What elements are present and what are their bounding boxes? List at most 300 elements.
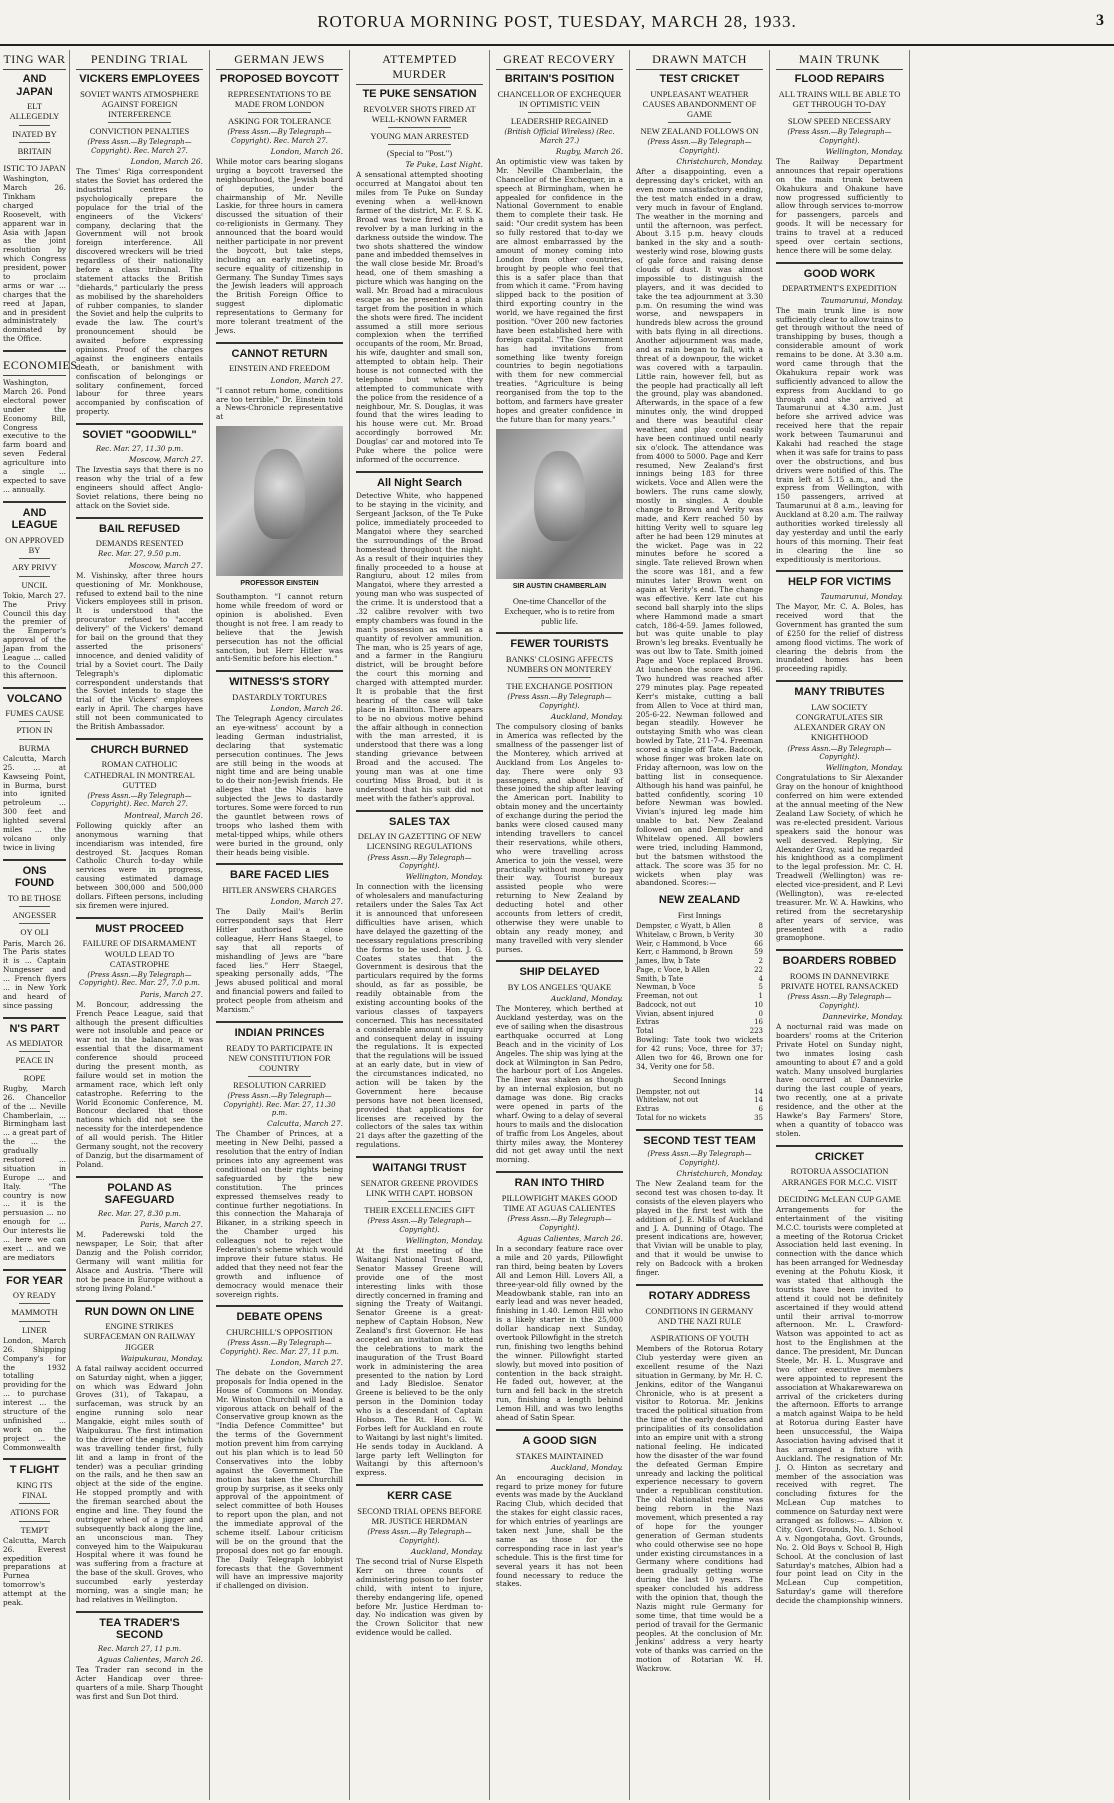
article-body: The Railway Department announces that repair operations on the main trunk between Okahukura and Ohakune have now progressed sufficiently to allow through services to-morrow for passengers, parcels and goods. It will be necessary for trains to travel at a reduced speed over certain sections, hence there will be some delay. — [776, 156, 903, 255]
article-body: A fatal railway accident occurred on Saturday night, when a jigger, on which was Edward John Groves (31), of Takapau, a surfaceman, was struck by an engine running solo near Mangakie, eight miles south of Waipukurau. The first intimation to the driver of the engine (which was travelling tender first, fully lit and a lamp in front of the tender) was a peculiar grinding on the rails, and he then saw an object at the side of the engine. He stopped promptly and with the fireman searched about the engine and line. They found the outrigger wheel of a jigger and subsequently back along the line, an unconscious man. They conveyed him to the Waipukurau Hospital where it was found he was suffering from a fracture at the base of the skull. Groves, who succumbed early yesterday morning, was a single man; he had relatives in Wellington. — [76, 1363, 203, 1604]
column-4 — [490, 50, 630, 1800]
subheading-rule — [19, 1069, 51, 1070]
subheading-rule — [19, 576, 51, 577]
article-headline: PROPOSED BOYCOTT — [219, 73, 340, 85]
section-divider — [3, 859, 66, 861]
article-dateline: London, March 27. — [270, 1358, 343, 1367]
article — [356, 810, 483, 1151]
section-divider — [76, 1176, 203, 1178]
article-dateline: London, March 27. — [270, 375, 343, 385]
column-0 — [0, 50, 78, 1800]
article-byline: (Press Assn.—By Telegraph—Copyright). Rec. Mar. 27, 7.0 p.m. — [78, 970, 200, 988]
section-divider — [776, 949, 903, 951]
article-body: At the first meeting of the Waitangi National Trust Board, Senator Massey Greene will provide one of the most interesting links with those directly concerned in framing and signing the Treaty of Waitangi. Senator Greene is a great-nephew of Captain Hobson, New Zealand's first Governor. He has accepted an invitation to attend the celebrations to mark the inauguration of the Trust Board work in administering the area presented to the nation by Lord and Lady Bledisloe. Senator Greene is believed to be the only person in the Dominion today who is a descendant of Captain Hobson. The Rt. Hon. G. W. Forbes left for Auckland en route to Waitangi by last night's limited. He sends today in Auckland. A large party left Wellington for Waitangi by this afternoon's express. — [356, 1246, 483, 1478]
article-subheading: CHANCELLOR OF EXCHEQUER IN OPTIMISTIC VEIN — [497, 88, 622, 109]
article-body: Detective White, who happened to be staying in the vicinity, and Sergeant Jackson, of the Te Puke police, immediately proceeded to Mangatoi where they searched the surroundings of the Broad homestead throughout the night. As a result of their inquiries they finally proceeded to a house at Rangiuru, about 12 miles from Mangatoi, where they arrested a young man who was suspected of the crime. It is understood that a .32 calibre revolver with two empty chambers was found in the man's possession as well as a quantity of revolver ammunition. The man, who is 25 years of age, and a farmer in the Rangiuru district, will be brought before the court this morning and charged with attempted murder. It is probable that the first hearing of the case will take place in Hamilton. There appears to be no obvious motive behind the affair although in connection with the man arrested, it is understood that there was a long standing grievance between Broad and the accused. The young man was at one time courting Miss Broad, but it is understood that his suit did not meet with the father's approval. — [356, 491, 483, 803]
article-subheading: ELT ALLEGEDLY — [9, 101, 60, 122]
batsman: Freeman, not out — [636, 992, 698, 1001]
article-kicker: ATTEMPTED MURDER — [356, 50, 483, 85]
subheading-rule — [668, 122, 732, 123]
article — [776, 570, 903, 674]
article — [3, 350, 78, 495]
article — [3, 1269, 66, 1453]
photo-caption: PROFESSOR EINSTEIN — [240, 580, 319, 588]
subheading-rule — [808, 112, 872, 113]
article-body: In connection with the licensing of wholesalers and manufacturing retailers under the Sales Tax Act it is announced that unforeseen difficulties have arisen, which have delayed the gazetting of the necessary regulations prescribing the forms to be used. Hon. J. G. Coates states that the Government is desirous that the particulars required by the forms should, as far as possible, be readily obtainable from the existing accounting books of the various classes of taxpayers concerned. This has necessitated a considerable amount of inquiry and consequent delay in issuing the regulations. It is expected that the regulations will be issued at an early date, but in view of the circumstances indicated, no action will be taken by the Government here because persons have not been licensed, provided that applications for licenses are received by the collectors of the sales tax within 21 days after the gazetting of the regulations. — [356, 882, 483, 1150]
article — [216, 50, 343, 336]
article — [496, 1429, 623, 1589]
batsman: Vivian, absent injured — [636, 1009, 714, 1018]
article-subheading: DEMANDS RESENTED — [95, 538, 184, 549]
article-headline: WITNESS'S STORY — [229, 676, 330, 689]
total-runs: 223 — [749, 1027, 763, 1036]
article-body: An encouraging decision in regard to prize money for future events was made by the Auckland Racing Club, which decided that the stakes for eight classic races, for which entries of yearlings are taken next June, shall be the same as those for the corresponding race in last year's schedule. This is the first time for several years it has not been found necessary to reduce the stakes. — [496, 1472, 623, 1589]
article-dateline: London, March 27. — [270, 897, 343, 907]
article-body: "I cannot return home, conditions are too terrible," Dr. Einstein told a News-Chronicle representative at — [216, 385, 343, 422]
article-subheading: ASPIRATIONS OF YOUTH — [650, 1332, 749, 1343]
article-dateline: Taumarunui, Monday. — [820, 592, 903, 602]
article-byline: Rec. Mar. 27, 8.30 p.m. — [98, 1209, 181, 1218]
article-byline: (Press Assn.—By Telegraph—Copyright). Rec. March 27. — [87, 792, 192, 809]
article — [216, 593, 343, 664]
article-byline: (Press Assn.—By Telegraph—Copyright). — [367, 1528, 472, 1545]
article-body: The Izvestia says that there is no reason why the trial of a few engineers should affect Anglo-Soviet relations, there being no attack on the Soviet side. — [76, 465, 203, 510]
article-body: Arrangements for the entertainment of the visiting M.C.C. tourists were completed at a meeting of the Rotorua Cricket Association held last evening. In connection with the dance which has been arranged for Wednesday evening at the Pohutu Kiosk, it was stated that although the tourists have been invited to attend it could not be definitely ascertained if they would attend until their arrival to-morrow afternoon. Mr. L. Crawford-Watson was appointed to act as host to the Englishmen at the dance. The president, Mr. Duncan Steele, Mr. H. L. Musgrave and two other executive members were appointed to represent the association at Whakarewarewa on arrival of the cricketers during the afternoon. Efforts to arrange a match against Waipa to be held at Rotorua during Easter have been unsuccessful, the Waipa Association having advised that it has arranged a fixture with Auckland. The resignation of Mr. J. O. Hinton as secretary and member of the association was received with regret. The concluding fixtures for the McLean Cup matches to commence on Saturday next were arranged as follows:— Albion v. City, Govt. Grounds, No. 1. School A v. Ngongotaha, Govt. Grounds, No. 2. Old Boys v. School B, High School. At the conclusion of last Saturday's matches, Albion had a four point lead on City in the McLean Cup competition, Saturday's game will therefore decide the championship winners. — [776, 1204, 903, 1606]
article-body: A sensational attempted shooting occurred at Mangatoi about ten miles from Te Puke on Sunday evening when a well-known farmer of the district, Mr. F. S. K. Broad was twice fired at with a revolver by a man lurking in the darkness outside the window. The two shots shattered the window pane and imbedded themselves in the wall close beside Mr. Broad's head, one of them smashing a picture which was hanging on the wall. Mr. Broad had a miraculous escape as he presented a plain target from the position in which the shots were fired. The incident assumed a still more serious complexion when the terrified occupants of the room, Mr. Broad, his wife, daughter and small son, attempted to obtain help. Their house is not connected with the telephone but when they attempted to communicate with the police from the residence of a neighbour, Mr. S. Douglas, it was found that the wires leading to his house were cut. Mr. Broad accordingly borrowed Mr. Douglas' car and motored into Te Puke where the police were informed of the occurrence. — [356, 170, 483, 464]
article-subheading: TEMPT — [20, 1524, 49, 1535]
batsman: Extras — [636, 1105, 659, 1114]
article-byline: (Press Assn.—By Telegraph—Copyright). Rec. March 27. — [87, 138, 192, 155]
batsman: Extras — [636, 1018, 659, 1027]
article-subheading: YOUNG MAN ARRESTED — [370, 131, 469, 142]
article-headline: BRITAIN'S POSITION — [504, 73, 615, 85]
total-runs: 35 — [754, 1113, 763, 1122]
article-dateline: Calcutta, March 27. — [267, 1119, 343, 1129]
article-headline: SOVIET "GOODWILL" — [82, 429, 197, 442]
article — [356, 1484, 483, 1638]
section-divider — [3, 1458, 66, 1460]
batsman: Badcock, not out — [636, 1000, 696, 1009]
section-divider — [216, 863, 343, 865]
section-divider — [216, 342, 343, 344]
scorecard-innings: First Innings — [677, 909, 722, 920]
article-subheading: REVOLVER SHOTS FIRED AT WELL-KNOWN FARMER — [363, 103, 476, 124]
article-body: A nocturnal raid was made on boarders' rooms at the Criterion Private Hotel on Sunday night, two inmates losing cash amounting to about £7 and a gold watch. Many unsolved burglaries have occurred at Dannevirke during the last couple of years, two recently, one at a private residence, and the other at the Hawke's Bay Farmers' Store, when a quantity of tobacco was stolen. — [776, 1022, 903, 1138]
portrait-face — [534, 451, 585, 541]
article-dateline: Montreal, March 26. — [124, 810, 203, 820]
article-subheading: CHURCHILL'S OPPOSITION — [226, 1327, 333, 1338]
article-headline: All Night Search — [377, 476, 462, 489]
article-headline: N'S PART — [9, 1022, 60, 1035]
article-dateline: Wellington, Monday. — [825, 763, 903, 773]
runs: 2 — [758, 957, 763, 966]
scorecard-row — [636, 1105, 763, 1114]
subheading-rule — [19, 923, 51, 924]
article-body: The New Zealand team for the second test was chosen to-day. It consists of the eleven players who played in the first test with the addition of J. E. Mills of Auckland and J. A. Dunning of Otago. The present indications are, however, that Vivian will be unable to play, and that it would be unwise to rely on Badcock with a broken finger. — [636, 1179, 763, 1277]
section-divider — [356, 1484, 483, 1486]
article-headline: BOARDERS ROBBED — [782, 955, 897, 968]
section-divider — [636, 1129, 763, 1131]
article-dateline: Auckland, Monday. — [550, 994, 623, 1004]
article-subheading: SECOND TRIAL OPENS BEFORE MR. JUSTICE HERDMAN — [357, 1505, 482, 1527]
article-headline: RUN DOWN ON LINE — [84, 1305, 195, 1318]
article-headline: TEST CRICKET — [659, 73, 740, 85]
article-byline: (Press Assn.—By Telegraph—Copyright). Rec. March 27. — [227, 128, 332, 145]
article — [216, 342, 343, 587]
section-divider — [76, 738, 203, 740]
runs: 66 — [754, 939, 763, 948]
section-divider — [216, 1021, 343, 1023]
article-subheading: EINSTEIN AND FREEDOM — [228, 363, 331, 374]
article — [356, 471, 483, 804]
article-subheading: ANGESSER — [12, 910, 57, 921]
article-subheading: ALL TRAINS WILL BE ABLE TO GET THROUGH TO-DAY — [778, 88, 901, 109]
article-dateline: Dannevirke, Monday. — [822, 1012, 903, 1022]
scorecard-row — [636, 922, 763, 931]
section-divider — [776, 1145, 903, 1147]
subheading-rule — [108, 122, 172, 123]
photo-caption: SIR AUSTIN CHAMBERLAIN — [512, 582, 607, 590]
article-headline: VICKERS EMPLOYEES — [79, 73, 200, 85]
article-headline: INDIAN PRINCES — [234, 1026, 325, 1039]
column-7 — [910, 50, 1050, 1800]
article-subheading: LEADERSHIP REGAINED — [510, 116, 609, 127]
article-dateline: Auckland, Monday. — [410, 1547, 483, 1557]
section-divider — [3, 1017, 66, 1019]
article-headline: FEWER TOURISTS — [510, 638, 609, 651]
section-divider — [3, 501, 66, 503]
article-subheading: OY OLI — [20, 927, 49, 938]
article-dateline: London, March 26. — [270, 704, 343, 714]
article-body: The Times' Riga correspondent states the Soviet has ordered the industrial centres to psychologically prepare the populace for the trial of the engineers of the Vickers' company, declaring that the Government will not brook foreign interference. All discovered wreckers will be tried regardless of their nationality before a class tribunal. The statement attacks the British "diehards," particularly the press as mobilised by the shareholders of rubber companies, to slander the Soviet and help the culprits to evade the law. The court's pronouncement should be awaited before expressing opinions. Proof of the charges against the engineers entails death, or banishment with confiscation of belongings or solitary confinement, forced labour for three years accompanied by confiscation of property. — [76, 167, 203, 417]
subheading-rule — [248, 1076, 312, 1077]
article-body: The Daily Mail's Berlin correspondent says that Herr Hitler authorised a close colleague, Herr Hans Staegel, to say that all reports of mishandling of Jews are "bare faced lies." Herr Staegel, speaking personally adds, "The Jews abused political and moral and financial powers and failed to protect people from atheism and Marxism." — [216, 907, 343, 1015]
article — [496, 50, 623, 590]
batsman: Whitelaw, not out — [636, 1096, 699, 1105]
portrait-face — [254, 449, 305, 539]
section-divider — [76, 1300, 203, 1302]
article-dateline: Rugby, March 26. — [555, 146, 623, 156]
runs: 30 — [754, 930, 763, 939]
article — [776, 949, 903, 1138]
column-6 — [770, 50, 910, 1800]
scorecard-row — [636, 940, 763, 949]
article — [776, 680, 903, 943]
section-divider — [76, 1611, 203, 1613]
scorecard-row — [636, 1096, 763, 1105]
article-subheading: DELAY IN GAZETTING OF NEW LICENSING REGULATIONS — [357, 831, 482, 852]
scorecard-row — [636, 948, 763, 957]
runs: 22 — [754, 965, 763, 974]
article-subheading: DASTARDLY TORTURES — [232, 691, 327, 702]
article-subheading: PILLOWFIGHT MAKES GOOD TIME AT AGUAS CALIENTES — [501, 1192, 618, 1214]
article-subheading: DECIDING McLEAN CUP GAME — [778, 1193, 901, 1204]
article-byline: (Press Assn.—By Telegraph—Copyright). — [787, 744, 892, 761]
subheading-rule — [808, 1190, 872, 1191]
column-5 — [630, 50, 770, 1800]
article-subheading: ARY PRIVY — [12, 562, 57, 573]
article-headline: HELP FOR VICTIMS — [787, 576, 892, 589]
article-subheading: SLOW SPEED NECESSARY — [787, 116, 892, 127]
batsman: Smith, b Tate — [636, 974, 684, 983]
article-kicker: GREAT RECOVERY — [496, 50, 623, 70]
article — [776, 50, 903, 256]
subheading-rule — [19, 558, 51, 559]
article-byline: (Press Assn.—By Telegraph—Copyright). — [787, 128, 892, 145]
article-body: M. Vishinsky, after three hours questioning of Mr. Monkhouse, refused to extend bail to the nine Vickers employees still in prison. It is understood that the procurator refused to "accept delivery" of the Vickers' demand for bail on the ground that they asserted the prisoners' innocence, and denied validity of trial by a Soviet court. The Daily Telegraph's diplomatic correspondent understands that the Soviet intends to stage the trial of the Vickers' employees early in April. The charges have still not been communicated to the British Ambassador. — [76, 570, 203, 731]
article-kicker: DRAWN MATCH — [636, 50, 763, 70]
article-byline: (Press Assn.—By Telegraph—Copyright). Rec. Mar. 27, 11.30 p.m. — [223, 1092, 336, 1118]
article-dateline: Paris, March 27. — [140, 1220, 203, 1230]
article — [3, 1458, 66, 1608]
article-subheading: AS MEDIATOR — [6, 1038, 63, 1049]
article — [636, 1129, 763, 1278]
article-body: After a disappointing, even a depressing day's cricket, with an even more unsatisfactory ending, the test match ended in a draw, very much in favour of England. The weather in the morning and until the afternoon, was perfect. About 3.15 p.m. heavy clouds banked in the sky and a south-westerly wind rose, blowing gusts of gale force and raising dense clouds of dust. It was almost impossible to distinguish the players, and it was decided to take the tea adjournment at 3.30 p.m. On resuming the wind was worse, and newspapers in hundreds blew across the ground with bats flying in all directions. Another adjournment was made, and as rain began to fall, with a threat of a downpour, the wicket was covered with a tarpaulin. Little rain, however fell, but as the people had practically all left the ground, play was abandoned. Afterwards, in the space of a few minutes only, the wind dropped and there was beautiful clear weather, and play could easily have been continued until nearly six o'clock. The attendance was from 4000 to 5000. Page and Kerr resumed, New Zealand's first innings being 183 for three wickets. Voce and Allen were the bowlers. The runs came slowly, mostly in singles. A double change to Brown and Verity was made, and Kerr reached 50 by hitting Verity well to square leg after he had been 129 minutes at the wicket. Page was in 22 minutes before he scored a single. Tate relieved Brown when the score was 181, and a few minutes later Brown went on again at Verity's end. The change was effective. Kerr late cut his second ball sharply into the slips where Hammond made a smart catch, 186-4-59. James followed, but was quite unable to play Brown's leg breaks. Eventually he was out lbw to Tate. Smith joined Page and Voce replaced Brown. At luncheon the score was 196. Two hundred was reached after 279 minutes play. Page repeated Kerr's mistake, cutting a ball from Allen to Voce at third man, 205-6-22. Newman followed and began steadily. However he outstaying Smith who was clean bowled by Tate, 211-7-4. Freeman scored a single off Tate. Badcock, whose finger was broken late on Friday afternoon, was low on the batting list in consequence. Although his hand was painful, he batted confidently, scoring 10 before Newman was bowled. Vivian's injured leg made him unable to bat. New Zealand followed on and Dempster and Whitelaw opened. All bowlers were tried, including Hammond, but the batsmen withstood the attack. The score was 35 for no wickets when play was abandoned. Scores:— — [636, 167, 763, 888]
article-subheading: (Special to "Post.") — [386, 148, 453, 159]
article-headline: KERR CASE — [387, 1490, 452, 1503]
portrait-photo — [496, 429, 623, 579]
section-divider — [776, 680, 903, 682]
article-headline: CRICKET — [815, 1150, 864, 1163]
runs: 0 — [758, 1009, 763, 1018]
article-subheading: ISTIC TO JAPAN — [3, 163, 66, 174]
article — [76, 517, 203, 732]
article-body: Calcutta, March 26. Everest expedition preparations at Purnea tomorrow's attempt at the peak. — [3, 1535, 66, 1608]
section-divider — [776, 262, 903, 264]
article-body: Members of the Rotorua Rotary Club yesterday were given an excellent resume of the Nazi situation in Germany, by Mr. H. C. Jenkins, editor of the Wanganui Chronicle, who is at present a visitor to Rotorua. Mr. Jenkins traced the political situation from the time of the early decades and principalities of its consolidation into an empire unit with a strong national feeling. He indicated how the disaster of the war found the defeated German Empire unready and lacking the political experience necessary to govern under a republican constitution. The old Nationalist regime was being reborn in the Nazi movement, which presented a ray of hope for the younger generation of German students who could otherwise see no hope under existing circumstances in a Germany where conditions had been gradually getting worse during the last 10 years. The speaker concluded his address with the opinion that, though the Nazis might rule Germany for some time, that time would be a period of travail for the Germanic peoples. At the conclusion of Mr. Jenkins' address a very hearty vote of thanks was carried on the motion of Rotarian W. H. Wackrow. — [636, 1344, 763, 1674]
article-byline: (Press Assn.—By Telegraph—Copyright). — [507, 693, 612, 710]
batsman: Newman, b Voce — [636, 983, 696, 992]
batsman: Dempster, not out — [636, 1087, 700, 1096]
article-dateline: Christchurch, Monday. — [676, 157, 763, 167]
article-body: The Monterey, which berthed at Auckland yesterday, was on the eve of sailing when the disastrous earthquake occurred at Long Beach and in the vicinity of Los Angeles. The ship was lying at the dock at Wilmington in San Pedro, the harbour port of Los Angeles. The liner was shaken as though by an internal explosion, but no damage was done. Big cracks were opened in parts of the wharf. Owing to a delay of several hours to mails and the dislocation of traffic from Los Angeles, about thirty miles away, the Monterey did not get away until the next morning. — [496, 1004, 623, 1165]
subheading-rule — [19, 1321, 51, 1322]
subheading-rule — [388, 144, 452, 145]
article — [216, 670, 343, 857]
section-divider — [216, 1305, 343, 1307]
article-headline: FLOOD REPAIRS — [794, 73, 885, 85]
article-body: The Telegraph Agency circulates an eye-witness' account by a leading German industrialist, declaring that systematic persecution continues. The Jews are still being in the woods at night time and are being unable to do their non-Jewish friends. He alleges that the Nazis have subjected the Jews to dastardly tortures. Some were forced to run the gauntlet between rows of troops who lashed them with metal-tipped whips, while others were buried in the ground, only their heads being visible. — [216, 714, 343, 857]
scorecard-total — [636, 1114, 763, 1123]
article-byline: (Press Assn.—By Telegraph—Copyright). — [647, 1150, 752, 1167]
section-divider — [356, 471, 483, 473]
article-subheading: ROTORUA ASSOCIATION ARRANGES FOR M.C.C. VISIT — [781, 1166, 898, 1187]
column-3 — [350, 50, 490, 1800]
article — [3, 859, 66, 1011]
photo-subcaption: One-time Chancellor of the Exchequer, who is to retire from public life. — [504, 595, 615, 627]
section-divider — [776, 570, 903, 572]
article-headline: MUST PROCEED — [95, 922, 184, 935]
article — [776, 262, 903, 565]
article-subheading: ENGINE STRIKES SURFACEMAN ON RAILWAY JIGGER — [83, 1321, 196, 1352]
scorecard-title: NEW ZEALAND — [658, 894, 741, 907]
article-body: Southampton. "I cannot return home while freedom of word or opinion is abolished. Even thought is not free. I am ready to believe that the Jewish persecution has not the official sanction, but Herr Hitler was anti-Semitic before his election." — [216, 592, 343, 664]
article-headline: SHIP DELAYED — [519, 966, 600, 979]
article-subheading: DEPARTMENT'S EXPEDITION — [782, 283, 897, 294]
article-body: London, March 26. Shipping Company's for the 1932 totalling providing for the ... to purchase interest ... the structure of the unfinished ... work on the project ... the Commonwealth — [3, 1335, 66, 1452]
subheading-rule — [388, 127, 452, 128]
article-subheading: MAMMOTH — [11, 1307, 58, 1318]
article — [356, 50, 483, 465]
masthead — [0, 0, 1114, 46]
batsman: James, lbw, b Tate — [636, 957, 701, 966]
article-body: The Mayor, Mr. C. A. Boles, has received word that the Government has granted the sum of £250 for the relief of distress among flood victims. The work of clearing the debris from the inundated homes has been proceeding rapidly. — [776, 602, 903, 674]
runs: 16 — [754, 1018, 763, 1027]
article-headline: WAITANGI TRUST — [372, 1162, 467, 1175]
article — [3, 501, 66, 681]
section-divider — [496, 632, 623, 634]
batsman: Weir, c Hammond, b Voce — [636, 939, 727, 948]
article-headline: BARE FACED LIES — [229, 869, 329, 882]
article-body: Washington, March 26. Pond electoral power under the Economy Bill, Congress executive to the farm board and seven Federal agriculture into a single ... expected to save ... annually. — [3, 378, 66, 494]
article-byline: (Press Assn.—By Telegraph—Copyright). Rec. Mar. 27, 11 p.m. — [220, 1339, 339, 1356]
article — [496, 1171, 623, 1423]
article-subheading: KING ITS FINAL — [16, 1480, 53, 1501]
article — [76, 1176, 203, 1294]
batsman: Whitelaw, c Brown, b Verity — [636, 930, 735, 939]
column-1 — [70, 50, 210, 1800]
runs: 10 — [754, 1000, 763, 1009]
article-headline: AND JAPAN — [16, 73, 53, 98]
article-body: The Chamber of Princes, at a meeting in New Delhi, passed a resolution that the entry of Indian princes into any agreement was conditional on their rights being safeguarded by the new constitution. The princes expressed themselves ready to continue further negotiations. In this connection the Maharaja of Bikaner, in a striking speech in the Chamber urged his colleagues not to reject the Federation's scheme which would improve their future status. He added that they need not fear the growth and influence of democracy would menace their sovereign rights. — [216, 1129, 343, 1299]
subheading-rule — [528, 677, 592, 678]
article-kicker: TING WAR — [3, 50, 66, 70]
section-divider — [356, 810, 483, 812]
scorecard-row — [636, 1088, 763, 1097]
article-headline: ROTARY ADDRESS — [648, 1289, 751, 1302]
article-body: Tokio, March 27. The Privy Council this day the premier of the Emperor's approval of the Japan from the League ... called to the Council this afternoon. — [3, 590, 66, 680]
article-byline: (Press Assn.—By Telegraph—Copyright). — [507, 1215, 612, 1232]
subheading-rule — [19, 721, 51, 722]
article-dateline: Te Puke, Last Night. — [405, 160, 483, 170]
article-subheading: PEACE IN — [15, 1055, 54, 1066]
article-dateline: Taumarunui, Monday. — [820, 295, 903, 305]
article-dateline: Paris, March 27. — [140, 989, 203, 999]
article-byline: Rec. Mar. 27, 9.50 p.m. — [98, 550, 181, 559]
article — [3, 50, 66, 344]
article-headline: CHURCH BURNED — [90, 743, 189, 756]
article-headline: A GOOD SIGN — [522, 1434, 597, 1447]
article-subheading: TO BE THOSE — [7, 892, 62, 903]
article-headline: AND LEAGUE — [11, 506, 58, 532]
scorecard-row — [636, 975, 763, 984]
article-subheading: ATIONS FOR — [10, 1507, 59, 1518]
article-dateline: Christchurch, Monday. — [676, 1169, 763, 1179]
article-headline: CANNOT RETURN — [231, 347, 328, 360]
article-headline: RAN INTO THIRD — [514, 1177, 605, 1190]
article-dateline: Auckland, Monday. — [550, 712, 623, 722]
article-kicker: ECONOMIES — [3, 356, 66, 376]
subheading-rule — [248, 112, 312, 113]
article-subheading: ROPE — [23, 1072, 46, 1083]
article-body: Paris, March 26. The Paris states it is ... Captain Nungesser and ... French flyers ... in New York and heard of since passing — [3, 938, 66, 1010]
scorecard-row — [636, 1010, 763, 1019]
article-subheading: HITLER ANSWERS CHARGES — [222, 885, 337, 896]
article-headline: GOOD WORK — [803, 267, 876, 280]
article-subheading: INATED BY — [12, 128, 57, 139]
article-headline: BAIL REFUSED — [98, 522, 181, 535]
article-subheading: SENATOR GREENE PROVIDES LINK WITH CAPT. HOBSON — [360, 1177, 479, 1198]
article — [76, 1611, 203, 1702]
article — [636, 1284, 763, 1674]
subheading-rule — [528, 112, 592, 113]
article-subheading: CONVICTION PENALTIES — [89, 126, 190, 137]
article-kicker: PENDING TRIAL — [76, 50, 203, 70]
runs: 8 — [758, 922, 763, 931]
scorecard-row — [636, 983, 763, 992]
article-body: The debate on the Government proposals for India opened in the House of Commons on Monday. Mr. Winston Churchill will lead a vigorous attack on behalf of the Conservative group known as the "India Defence Committee" but the terms of the Government motion prevent him from carrying out his plan which is to lead 50 Conservatives into the lobby against the Government. The motion has taken the Churchill group by surprise, as it seeks only approval of the appointment of select committee of both Houses to report upon the plan, and not the immediate approval of the scheme itself. Labour criticism will be on the ground that the proposal does not go far enough. The Daily Telegraph lobbyist forecasts that the Government will have an impressive majority if challenged on division. — [216, 1368, 343, 1591]
article-subheading: THE EXCHANGE POSITION — [506, 681, 613, 692]
scorecard-row — [636, 1001, 763, 1010]
section-divider — [216, 670, 343, 672]
article-subheading: BY LOS ANGELES 'QUAKE — [507, 982, 612, 993]
article-body: Washington, March 26. Tinkham charged Roosevelt, with apparent war in Asia with Japan as the joint resolution by which Congress president, power to proclaim arms or war ... charges that the reed at Japan, and in president administrately dominated by the Office. — [3, 174, 66, 344]
article-body: Tea Trader ran second in the Acter Handicap over three-quarters of a mile. Sharp Thought was first and Sun Dot third. — [76, 1665, 203, 1702]
article-subheading: SOVIET WANTS ATMOSPHERE AGAINST FOREIGN INTERFERENCE — [80, 88, 199, 120]
article — [76, 738, 203, 911]
article-body: The main trunk line is now sufficiently clear to allow trains to get through without the need of transhipping by buses, though a considerable amount of work remains to be done. At 3.30 a.m. word came through that the Okahukura repair work was sufficiently advanced to allow the express from Auckland to go through and she arrived at Taumarunui at 4.30 a.m. Just before she arrived advice was received here that the repair work between Taumarunui and Kakahi had reached the stage when it was safe for trains to pass over the obstructions, and bus drivers were notified of this. The train left at 5.15 a.m., and the express from Wellington, with 150 passengers, arrived at Taumarunui at 8 a.m., leaving for Auckland at 8.20 a.m. The railway authorities worked tirelessly all day yesterday and until the early hours of this morning. Their feat in clearing the line so expeditiously is meritorious. — [776, 305, 903, 564]
article-subheading: BRITAIN — [17, 145, 52, 156]
scorecard-row — [636, 1018, 763, 1027]
scorecard-row — [636, 957, 763, 966]
article-kicker: GERMAN JEWS — [216, 50, 343, 70]
article-subheading: UNPLEASANT WEATHER CAUSES ABANDONMENT OF GAME — [642, 88, 757, 120]
section-divider — [636, 1284, 763, 1286]
subheading-rule — [19, 1503, 51, 1504]
article — [216, 1305, 343, 1591]
article-headline: SALES TAX — [389, 815, 450, 828]
article-subheading: BURMA — [18, 742, 51, 753]
article-dateline: Aguas Calientes, March 26. — [97, 1655, 203, 1665]
article — [76, 1300, 203, 1605]
article-headline: VOLCANO — [7, 692, 62, 705]
subheading-rule — [19, 1521, 51, 1522]
runs: 14 — [754, 1096, 763, 1105]
article-subheading: ON APPROVED BY — [5, 535, 64, 556]
article-headline: TE PUKE SENSATION — [362, 88, 477, 100]
article-headline: POLAND AS SAFEGUARD — [104, 1181, 175, 1207]
article-subheading: ROOMS IN DANNEVIRKE PRIVATE HOTEL RANSACKED — [780, 970, 899, 992]
article-byline: (British Official Wireless) (Rec. March 27.) — [504, 128, 615, 145]
article-subheading: FUMES CAUSE — [5, 708, 64, 719]
runs: 59 — [754, 948, 763, 957]
article-body: Rugby, March 26. Chancellor of the ... Neville Chamberlain, ... Birmingham last ... a great part of the ... the gradually restored ... situation in Europe ... and Italy. "The country is now ... it is the persuasion ... no enough for ... Our interests lie ... here we can exert ... and we are mediators — [3, 1083, 66, 1262]
article-kicker: MAIN TRUNK — [776, 50, 903, 70]
page-number: 3 — [1096, 12, 1104, 29]
article-dateline: London, March 26. — [270, 146, 343, 156]
article-body: Congratulations to Sir Alexander Gray on the honour of knighthood conferred on him were extended at the annual meeting of the New Zealand Law Society, of which he was re-elected president. Various speakers said the honour was well deserved. Replying, Sir Alexander Gray, said he regarded his knighthood as a compliment to the legal profession. Mr. C. H. Treadwell (Wellington) was re-elected vice-president, and P. Levi (Wellington), was re-elected treasurer. Mr. W. A. Hawkins, who retired from the secretaryship after years of service, was presented with a radio gramophone. — [776, 773, 903, 943]
masthead-title: ROTORUA MORNING POST, TUESDAY, MARCH 28, 1933. — [317, 12, 797, 31]
article — [496, 960, 623, 1165]
article-dateline: Wellington, Monday. — [405, 1236, 483, 1246]
article-dateline: Moscow, March 27. — [128, 560, 203, 570]
article-body: Following quickly after an anonymous warning that incendiarism was intended, fire destroyed St. Jacques Roman Catholic Church to-day while services were in progress, causing estimated damage between 300,000 and 500,000 dollars. Fifteen persons, including six firemen were injured. — [76, 820, 203, 910]
article-body: While motor cars bearing slogans urging a boycott traversed the neighbourhood, the Jewish board of deputies, under the chairmanship of Mr. Neville Laskie, for three hours in camera discussed the situation of their co-religionists in Germany. They announced that the board would neither participate in nor prevent the boycott, but take steps, including an early meeting, to secure equality of citizenship in Germany. The Sunday Times says the Jewish leaders will approach the British Foreign Office to suggest diplomatic representations to Germany for more tolerant treatment of the Jews. — [216, 156, 343, 335]
article — [636, 894, 763, 1122]
section-divider — [76, 423, 203, 425]
article-headline: T FLIGHT — [9, 1464, 60, 1477]
article-byline: (Press Assn.—By Telegraph—Copyright). — [787, 993, 892, 1010]
subheading-rule — [19, 142, 51, 143]
section-divider — [496, 1429, 623, 1431]
article — [356, 1156, 483, 1478]
article-subheading: UNCIL — [21, 579, 48, 590]
batsman: Page, c Voce, b Allen — [636, 965, 710, 974]
article-subheading: ROMAN CATHOLIC CATHEDRAL IN MONTREAL GUTTED — [84, 759, 195, 790]
article-dateline: Aguas Calientes, March 26. — [517, 1234, 623, 1244]
article-byline: Rec. March 27, 11 p.m. — [97, 1645, 182, 1654]
scorecard-row — [636, 966, 763, 975]
